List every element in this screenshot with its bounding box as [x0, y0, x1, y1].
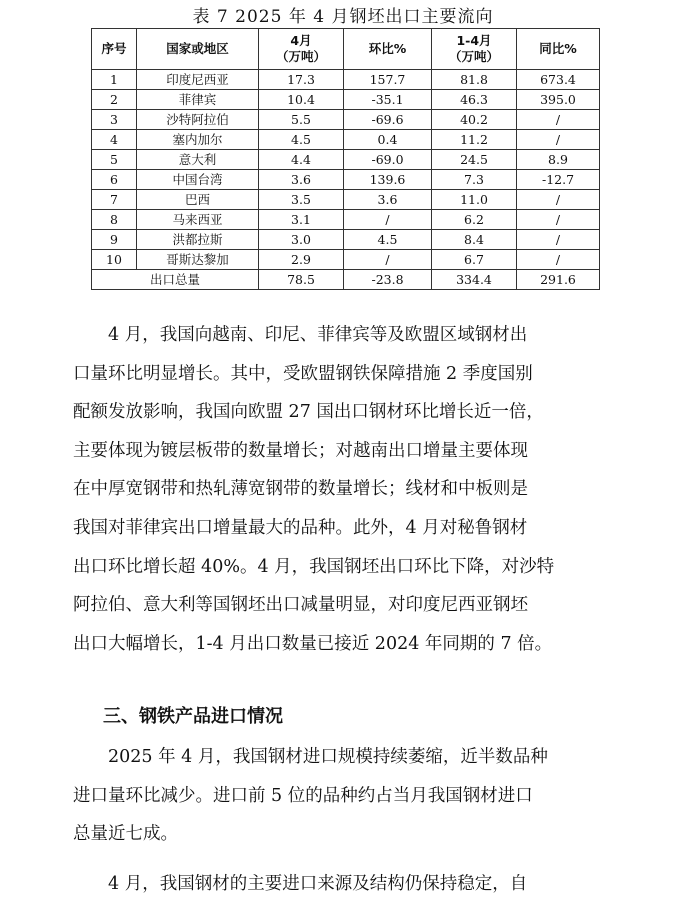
value-cell: 3.0: [259, 230, 344, 250]
paragraph-export-analysis: [73, 316, 621, 663]
text-line: 配额发放影响，我国向欧盟 27 国出口钢材环比增长近一倍，: [73, 402, 544, 423]
table-row: [92, 70, 600, 90]
value-cell: 8: [92, 210, 137, 230]
value-cell: 157.7: [344, 70, 432, 90]
header-cell: 4月 （万吨）: [259, 29, 344, 70]
total-mom: -23.8: [344, 270, 432, 290]
value-cell: 2.9: [259, 250, 344, 270]
text-line: 口量环比明显增长。其中，受欧盟钢铁保障措施 2 季度国别: [73, 363, 533, 384]
section-heading-imports: 三、钢铁产品进口情况: [103, 706, 283, 727]
table-row: [92, 210, 600, 230]
value-cell: /: [517, 130, 600, 150]
value-cell: /: [517, 210, 600, 230]
table-row: [92, 170, 600, 190]
value-cell: 3.5: [259, 190, 344, 210]
value-cell: 3.6: [344, 190, 432, 210]
table-body: [92, 70, 600, 290]
value-cell: 395.0: [517, 90, 600, 110]
total-may: 78.5: [259, 270, 344, 290]
value-cell: 6.2: [432, 210, 517, 230]
value-cell: 24.5: [432, 150, 517, 170]
value-cell: 11.2: [432, 130, 517, 150]
value-cell: 1: [92, 70, 137, 90]
paragraph-import-overview: [73, 738, 621, 854]
value-cell: 2: [92, 90, 137, 110]
value-cell: 3.6: [259, 170, 344, 190]
value-cell: 6.7: [432, 250, 517, 270]
country-cell: 巴西: [137, 190, 259, 210]
table-row: [92, 110, 600, 130]
value-cell: 8.4: [432, 230, 517, 250]
value-cell: /: [344, 250, 432, 270]
table-row: [92, 150, 600, 170]
value-cell: 4.5: [344, 230, 432, 250]
header-cell: 国家或地区: [137, 29, 259, 70]
value-cell: -35.1: [344, 90, 432, 110]
table-caption: 表 7 2025 年 4 月钢坯出口主要流向: [192, 7, 494, 27]
total-label: 出口总量: [92, 270, 259, 290]
value-cell: /: [517, 250, 600, 270]
country-cell: 意大利: [137, 150, 259, 170]
text-line: 阿拉伯、意大利等国钢坯出口减量明显，对印度尼西亚钢坯: [73, 595, 528, 616]
value-cell: 17.3: [259, 70, 344, 90]
value-cell: 5: [92, 150, 137, 170]
value-cell: 10: [92, 250, 137, 270]
header-cell: 同比%: [517, 29, 600, 70]
text-line: 总量近七成。: [73, 824, 178, 845]
value-cell: 5.5: [259, 110, 344, 130]
header-cell: 序号: [92, 29, 137, 70]
value-cell: 7: [92, 190, 137, 210]
value-cell: 4: [92, 130, 137, 150]
export-destination-table: [91, 28, 600, 290]
total-ytd: 334.4: [432, 270, 517, 290]
country-cell: 印度尼西亚: [137, 70, 259, 90]
value-cell: 4.4: [259, 150, 344, 170]
value-cell: 6: [92, 170, 137, 190]
value-cell: 139.6: [344, 170, 432, 190]
value-cell: -12.7: [517, 170, 600, 190]
text-line: 主要体现为镀层板带的数量增长；对越南出口增量主要体现: [73, 440, 528, 461]
paragraph-import-sources: [73, 865, 621, 904]
value-cell: 40.2: [432, 110, 517, 130]
value-cell: 11.0: [432, 190, 517, 210]
value-cell: /: [344, 210, 432, 230]
country-cell: 马来西亚: [137, 210, 259, 230]
table-row: [92, 230, 600, 250]
text-line: 2025 年 4 月，我国钢材进口规模持续萎缩，近半数品种: [108, 747, 548, 767]
country-cell: 哥斯达黎加: [137, 250, 259, 270]
value-cell: 8.9: [517, 150, 600, 170]
table-total-row: [92, 270, 600, 290]
text-line: 4 月，我国钢材的主要进口来源及结构仍保持稳定，自: [108, 874, 528, 894]
value-cell: 9: [92, 230, 137, 250]
value-cell: 46.3: [432, 90, 517, 110]
value-cell: 10.4: [259, 90, 344, 110]
country-cell: 菲律宾: [137, 90, 259, 110]
value-cell: 7.3: [432, 170, 517, 190]
value-cell: /: [517, 230, 600, 250]
value-cell: 0.4: [344, 130, 432, 150]
text-line: 出口环比增长超 40%。4 月，我国钢坯出口环比下降，对沙特: [73, 556, 555, 577]
table-row: [92, 90, 600, 110]
value-cell: -69.6: [344, 110, 432, 130]
table-row: [92, 250, 600, 270]
country-cell: 沙特阿拉伯: [137, 110, 259, 130]
value-cell: 3: [92, 110, 137, 130]
text-line: 出口大幅增长，1-4 月出口数量已接近 2024 年同期的 7 倍。: [73, 633, 553, 654]
table-row: [92, 130, 600, 150]
text-line: 4 月，我国向越南、印尼、菲律宾等及欧盟区域钢材出: [108, 325, 528, 345]
table-header-row: [92, 29, 600, 70]
value-cell: 81.8: [432, 70, 517, 90]
header-cell: 环比%: [344, 29, 432, 70]
text-line: 在中厚宽钢带和热轧薄宽钢带的数量增长；线材和中板则是: [73, 479, 528, 500]
total-yoy: 291.6: [517, 270, 600, 290]
value-cell: /: [517, 190, 600, 210]
value-cell: -69.0: [344, 150, 432, 170]
table-row: [92, 190, 600, 210]
text-line: 进口量环比减少。进口前 5 位的品种约占当月我国钢材进口: [73, 785, 533, 806]
value-cell: 3.1: [259, 210, 344, 230]
country-cell: 塞内加尔: [137, 130, 259, 150]
header-cell: 1-4月 （万吨）: [432, 29, 517, 70]
country-cell: 中国台湾: [137, 170, 259, 190]
value-cell: 673.4: [517, 70, 600, 90]
value-cell: 4.5: [259, 130, 344, 150]
text-line: 我国对菲律宾出口增量最大的品种。此外，4 月对秘鲁钢材: [73, 517, 528, 538]
country-cell: 洪都拉斯: [137, 230, 259, 250]
value-cell: /: [517, 110, 600, 130]
